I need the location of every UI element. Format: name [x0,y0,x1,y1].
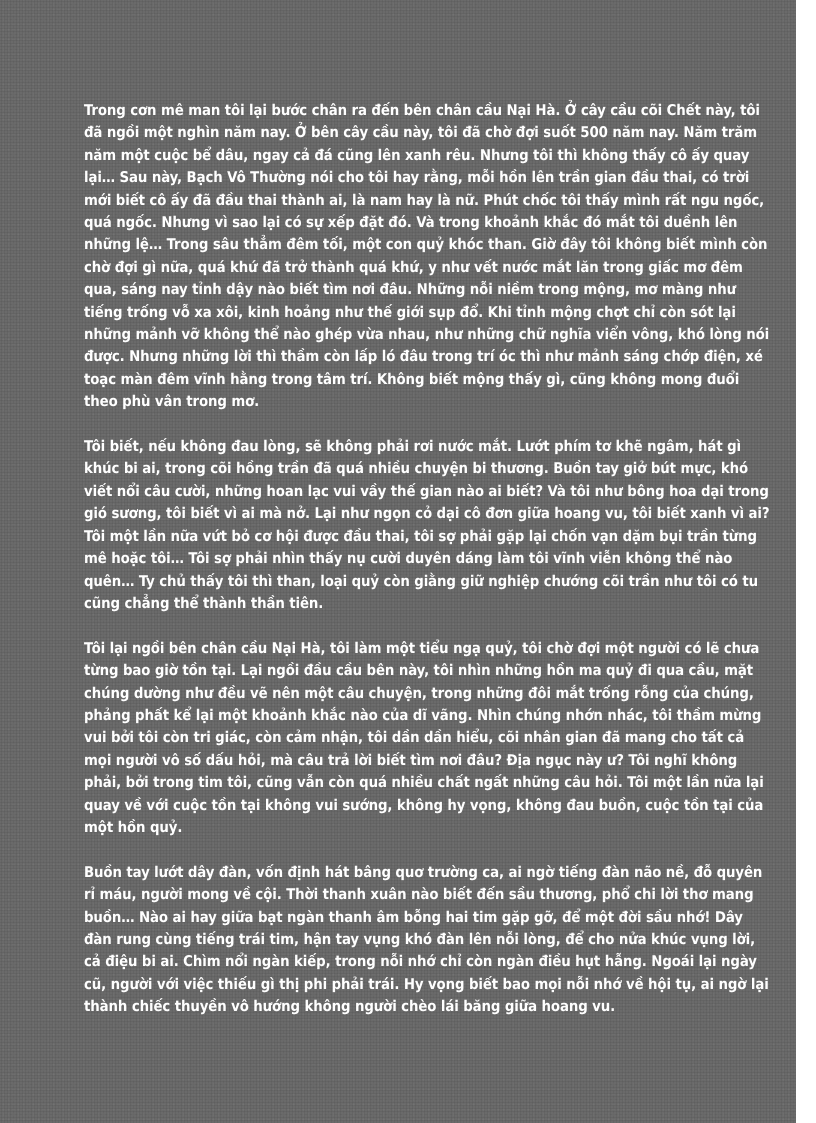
paragraph-1: Trong cơn mê man tôi lại bước chân ra đến bên chân cầu Nại Hà. Ở cây cầu cõi Chết này, tôi đã ngồi một nghìn năm nay. Ở bên cây cầu này, tôi đã chờ đợi suốt 500 năm nay. Năm trăm năm một cuộc bể dâu, ngay cả đá cũng lên xanh rêu. Nhưng tôi thì không thấy cô ấy quay lại… Sau này, Bạch Vô Thường nói cho tôi hay rằng, mỗi hồn lên trần gian đầu thai, có trời mới biết cô ấy đã đầu thai thành ai, là nam hay là nữ. Phút chốc tôi thấy mình rất ngu ngốc, quá ngốc. Nhưng vì sao lại có sự xếp đặt đó. Và trong khoảnh khắc đó mắt tôi duềnh lên những lệ… Trong sâu thẳm đêm tối, một con quỷ khóc than. Giờ đây tôi không biết mình còn chờ đợi gì nữa, quá khứ đã trở thành quá khứ, y như vết nước mắt lăn trong giấc mơ đêm qua, sáng nay tỉnh dậy nào biết tìm nơi đâu. Những nỗi niềm trong mộng, mơ màng như tiếng trống vỗ xa xôi, kinh hoảng như thế giới sụp đổ. Khi tỉnh mộng chợt chỉ còn sót lại những mảnh vỡ không thể nào ghép vừa nhau, như những chữ nghĩa viển vông, khó lòng nói được. Nhưng những lời thì thầm còn lấp ló đâu trong trí óc thì như mảnh sáng chớp điện, xé toạc màn đêm vĩnh hằng trong tâm trí. Không biết mộng thấy gì, cũng không mong đuổi theo phù vân trong mơ. [84,102,770,411]
paragraph-4: Buồn tay lướt dây đàn, vốn định hát bâng quơ trường ca, ai ngờ tiếng đàn não nề, đỗ quyên rỉ máu, người mong về cội. Thời thanh xuân nào biết đến sầu thương, phổ chi lời thơ mang buồn… Nào ai hay giữa bạt ngàn thanh âm bỗng hai tim gặp gỡ, để một đời sầu nhớ! Dây đàn rung cùng tiếng trái tim, hận tay vụng khó đàn lên nỗi lòng, để cho nửa khúc vụng lời, cả điệu bi ai. Chìm nổi ngàn kiếp, trong nỗi nhớ chỉ còn ngàn điều hụt hẫng. Ngoái lại ngày cũ, người với việc thiếu gì thị phi phải trái. Hy vọng biết bao mọi nỗi nhớ về hội tụ, ai ngờ lại thành chiếc thuyền vô hướng không người chèo lái băng giữa hoang vu. [84,863,769,1016]
body-text [84,100,774,1019]
page-margin-strip [796,0,816,1123]
paragraph-3: Tôi lại ngồi bên chân cầu Nại Hà, tôi làm một tiểu ngạ quỷ, tôi chờ đợi một người có lẽ chưa từng bao giờ tồn tại. Lại ngồi đầu cầu bên này, tôi nhìn những hồn ma quỷ đi qua cầu, mặt chúng dường như đều vẽ nên một câu chuyện, trong những đôi mắt trống rỗng của chúng, phảng phất kể lại một khoảnh khắc nào của dĩ vãng. Nhìn chúng nhớn nhác, tôi thầm mừng vui bởi tôi còn tri giác, còn cảm nhận, tôi dần dần hiểu, cõi nhân gian đã mang cho tất cả mọi người vô số dấu hỏi, mà câu trả lời biết tìm nơi đâu? Địa ngục này ư? Tôi nghĩ không phải, bởi trong tim tôi, cũng vẫn còn quá nhiều chất ngất những câu hỏi. Tôi một lần nữa lại quay về với cuộc tồn tại không vui sướng, không hy vọng, không đau buồn, cuộc tồn tại của một hồn quỷ. [84,639,764,836]
paragraph-2: Tôi biết, nếu không đau lòng, sẽ không phải rơi nước mắt. Lướt phím tơ khẽ ngâm, hát gì khúc bi ai, trong cõi hồng trần đã quá nhiều chuyện bi thương. Buồn tay giở bút mực, khó viết nổi câu cười, những hoan lạc vui vầy thế gian nào ai biết? Và tôi như bông hoa dại trong gió sương, tôi biết vì ai mà nở. Lại như ngọn cỏ dại cô đơn giữa hoang vu, tôi biết xanh vì ai? Tôi một lần nữa vứt bỏ cơ hội được đầu thai, tôi sợ phải gặp lại chốn vạn dặm bụi trần từng mê hoặc tôi… Tôi sợ phải nhìn thấy nụ cười duyên dáng làm tôi vĩnh viễn không thể nào quên… Ty chủ thấy tôi thì than, loại quỷ còn giằng giữ nghiệp chướng cõi trần như tôi có tu cũng chẳng thể thành thần tiên. [84,438,770,612]
